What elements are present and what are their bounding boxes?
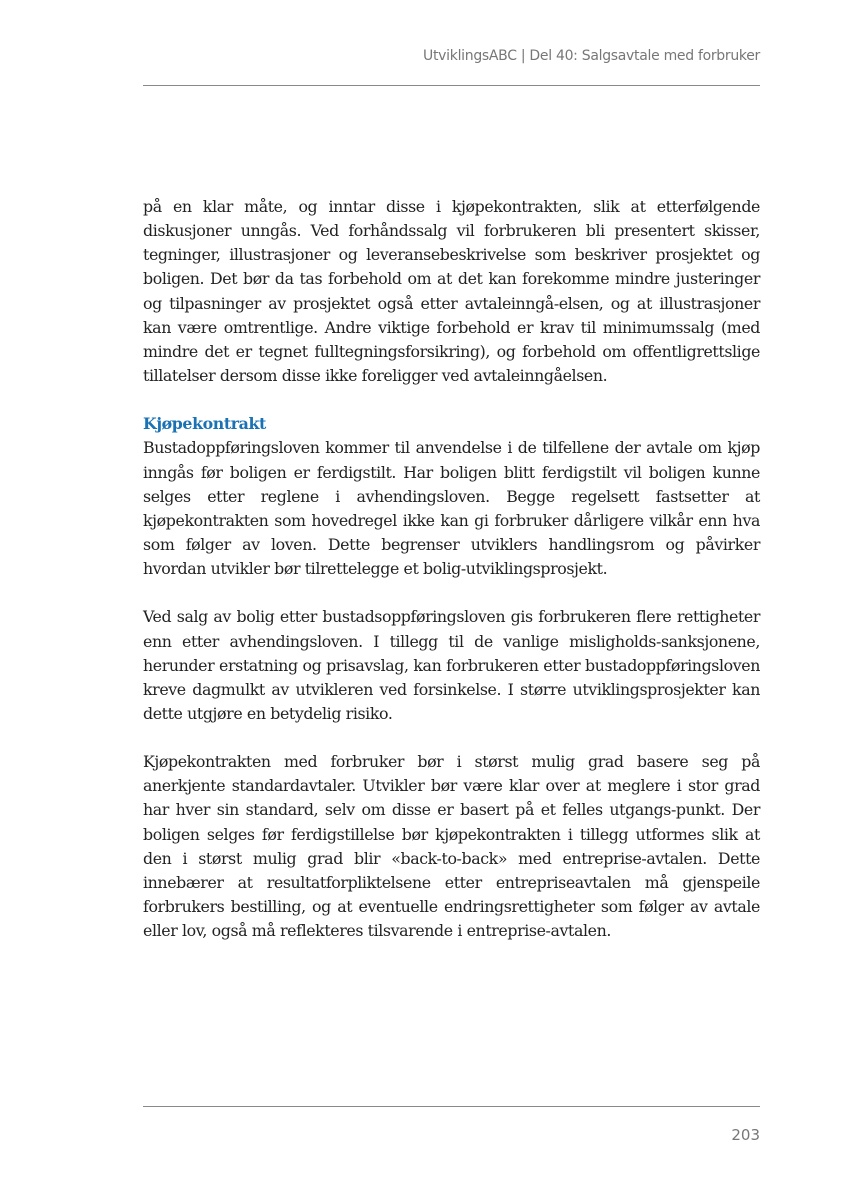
body-paragraph-3: Kjøpekontrakten med forbruker bør i størst mulig grad basere seg på anerkjente standardavtaler. Utvikler bør være klar over at meglere i stor grad har hver sin standard, selv om disse er basert på et felles utgangs-punkt. Der boligen selges før ferdigstillelse bør kjøpekontrakten i tillegg utformes slik at den i størst mulig grad blir «back-to-back» med entreprise-avtalen. Dette innebærer at resultatforpliktelsene etter entrepriseavtalen må gjenspeile forbrukers bestilling, og at eventuelle endringsrettigheter som følger av avtale eller lov, også må reflekteres tilsvarende i entreprise-avtalen.	[143, 752, 760, 941]
body-paragraph-1: Bustadoppføringsloven kommer til anvendelse i de tilfellene der avtale om kjøp inngås før boligen er ferdigstilt. Har boligen blitt ferdigstilt vil boligen kunne selges etter reglene i avhendingsloven. Begge regelsett fastsetter at kjøpekontrakten som hovedregel ikke kan gi forbruker dårligere vilkår enn hva som følger av loven. Dette begrenser utviklers handlingsrom og påvirker hvordan utvikler bør tilrettelegge et bolig-utviklingsprosjekt.	[143, 438, 760, 579]
section-heading: Kjøpekontrakt	[143, 414, 266, 434]
body-paragraph-2: Ved salg av bolig etter bustadsoppføringsloven gis forbrukeren flere rettigheter enn etter avhendingsloven. I tillegg til de vanlige misligholds-sanksjonene, herunder erstatning og prisavslag, kan forbrukeren etter bustadoppføringsloven kreve dagmulkt av utvikleren ved forsinkelse. I større utviklingsprosjekter kan dette utgjøre en betydelig risiko.	[143, 607, 760, 723]
page-body	[143, 195, 760, 943]
intro-paragraph: på en klar måte, og inntar disse i kjøpekontrakten, slik at etterfølgende diskusjoner unngås. Ved forhåndssalg vil forbrukeren bli presentert skisser, tegninger, illustrasjoner og leveransebeskrivelse som beskriver prosjektet og boligen. Det bør da tas forbehold om at det kan forekomme mindre justeringer og tilpasninger av prosjektet også etter avtaleinngå-elsen, og at illustrasjoner kan være omtrentlige. Andre viktige forbehold er krav til minimumssalg (med mindre det er tegnet fulltegningsforsikring), og forbehold om offentligrettslige tillatelser dersom disse ikke foreligger ved avtaleinngåelsen.	[143, 197, 760, 386]
footer-divider	[143, 1106, 760, 1107]
page-number: 203	[731, 1126, 760, 1144]
running-header: UtviklingsABC | Del 40: Salgsavtale med forbruker	[423, 48, 760, 64]
header-divider	[143, 85, 760, 86]
